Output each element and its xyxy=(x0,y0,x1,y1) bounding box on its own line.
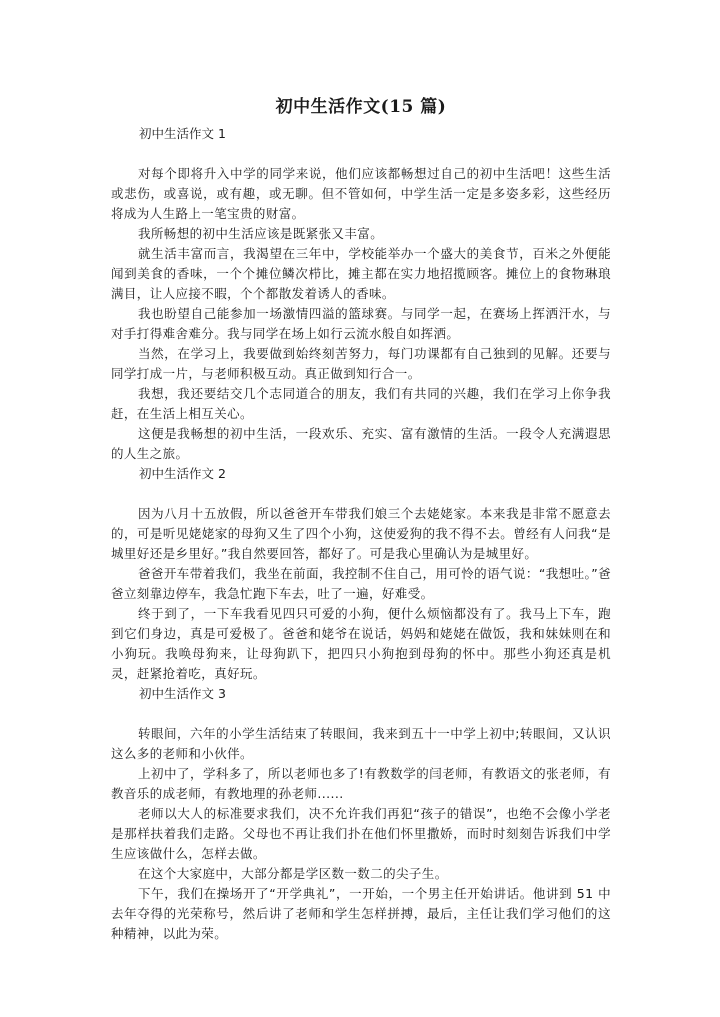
section-heading: 初中生活作文 3 xyxy=(139,686,226,701)
document-page xyxy=(111,88,611,944)
paragraph: 上初中了，学科多了，所以老师也多了!有教数学的闫老师，有教语文的张老师，有教音乐的成老师，有教地理的孙老师...... xyxy=(111,766,611,801)
section-heading: 初中生活作文 1 xyxy=(139,126,226,141)
paragraph: 这便是我畅想的初中生活，一段欢乐、充实、富有激情的生活。一段令人充满遐思的人生之旅。 xyxy=(111,426,611,461)
essay-section-1 xyxy=(111,124,611,464)
paragraph: 我想，我还要结交几个志同道合的朋友，我们有共同的兴趣，我们在学习上你争我赶，在生活上相互关心。 xyxy=(111,386,611,421)
section-heading: 初中生活作文 2 xyxy=(139,466,226,481)
essay-section-3 xyxy=(111,684,611,944)
paragraph: 当然，在学习上，我要做到始终刻苦努力，每门功课都有自己独到的见解。还要与同学打成一片，与老师积极互动。真正做到知行合一。 xyxy=(111,346,611,381)
section-spacer xyxy=(111,144,611,164)
paragraph: 老师以大人的标准要求我们，决不允许我们再犯“孩子的错误”，也绝不会像小学老是那样扶着我们走路。父母也不再让我们扑在他们怀里撒娇，而时时刻刻告诉我们中学生应该做什么，怎样去做。 xyxy=(111,806,611,861)
paragraph: 我也盼望自己能参加一场激情四溢的篮球赛。与同学一起，在赛场上挥洒汗水，与对手打得难舍难分。我与同学在场上如行云流水般自如挥洒。 xyxy=(111,306,611,341)
document-title: 初中生活作文(15 篇) xyxy=(275,97,447,117)
paragraph: 对每个即将升入中学的同学来说，他们应该都畅想过自己的初中生活吧！这些生活或悲伤，或喜说，或有趣，或无聊。但不管如何，中学生活一定是多姿多彩，这些经历将成为人生路上一笔宝贵的财富。 xyxy=(111,166,611,221)
paragraph: 下午，我们在操场开了“开学典礼”，一开始，一个男主任开始讲话。他讲到 51 中去年夺得的光荣称号，然后讲了老师和学生怎样拼搏，最后，主任让我们学习他们的这种精神，以此为荣。 xyxy=(111,886,611,941)
section-spacer xyxy=(111,704,611,724)
paragraph: 因为八月十五放假，所以爸爸开车带我们娘三个去姥姥家。本来我是非常不愿意去的，可是听见姥姥家的母狗又生了四个小狗，这使爱狗的我不得不去。曾经有人问我“是城里好还是乡里好。”我自然要回答，都好了。可是我心里确认为是城里好。 xyxy=(111,506,611,561)
paragraph: 转眼间，六年的小学生活结束了转眼间，我来到五十一中学上初中;转眼间，又认识这么多的老师和小伙伴。 xyxy=(111,726,611,761)
essay-section-2 xyxy=(111,464,611,684)
paragraph: 我所畅想的初中生活应该是既紧张又丰富。 xyxy=(138,226,384,241)
section-spacer xyxy=(111,484,611,504)
paragraph: 爸爸开车带着我们，我坐在前面，我控制不住自己，用可怜的语气说：“我想吐。”爸爸立刻靠边停车，我急忙跑下车去，吐了一遍，好难受。 xyxy=(111,566,611,601)
paragraph: 终于到了，一下车我看见四只可爱的小狗，便什么烦恼都没有了。我马上下车，跑到它们身边，真是可爱极了。爸爸和姥爷在说话，妈妈和姥姥在做饭，我和妹妹则在和小狗玩。我唤母狗来，让母狗趴下，把四只小狗抱到母狗的怀中。那些小狗还真是机灵，赶紧抢着吃，真好玩。 xyxy=(111,606,611,681)
paragraph: 就生活丰富而言，我渴望在三年中，学校能举办一个盛大的美食节，百米之外便能闻到美食的香味，一个个摊位鳞次栉比，摊主都在实力地招揽顾客。摊位上的食物琳琅满目，让人应接不暇，个个都散发着诱人的香味。 xyxy=(111,246,611,301)
paragraph: 在这个大家庭中，大部分都是学区数一数二的尖子生。 xyxy=(138,866,448,881)
